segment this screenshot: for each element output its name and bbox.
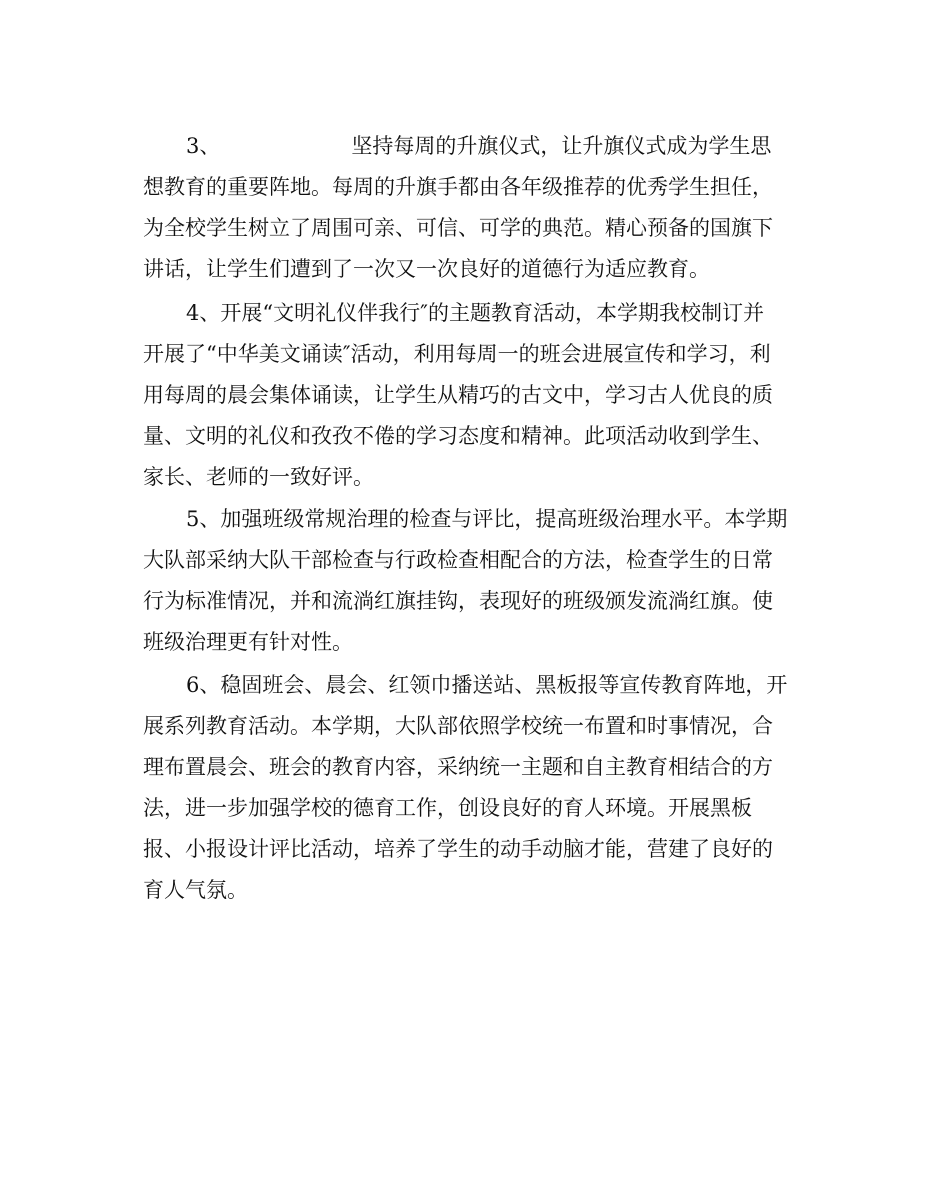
paragraph-line: 量、文明的礼仪和孜孜不倦的学习态度和精神。此项活动收到学生、: [143, 424, 773, 448]
line-text: 坚持每周的升旗仪式，让升旗仪式成为学生思: [351, 134, 772, 158]
paragraph-line: 4、开展“文明礼仪伴我行″的主题教育活动，本学期我校制订并: [186, 301, 764, 325]
paragraph-line: 理布置晨会、班会的教育内容，采纳统一主题和自主教育相结合的方: [143, 755, 773, 779]
paragraph-line: 法，进一步加强学校的德育工作，创设良好的育人环境。开展黑板: [143, 796, 752, 820]
paragraph-line: 育人气氛。: [143, 878, 248, 902]
paragraph-6: [143, 665, 813, 911]
paragraph-4: [143, 293, 813, 498]
paragraph-line: 行为标准情况，并和流淌红旗挂钩，表现好的班级颁发流淌红旗。使: [143, 589, 773, 613]
paragraph-line: 讲话，让学生们遭到了一次又一次良好的道德行为适应教育。: [143, 257, 710, 281]
paragraph-line: 想教育的重要阵地。每周的升旗手都由各年级推荐的优秀学生担任，: [143, 175, 773, 199]
paragraph-line: [143, 126, 813, 167]
paragraph-line: 家长、老师的一致好评。: [143, 465, 374, 489]
item-number: 3、: [186, 134, 221, 158]
paragraph-line: 5、加强班级常规治理的检查与评比，提高班级治理水平。本学期: [186, 507, 788, 531]
paragraph-3: [143, 126, 813, 290]
paragraph-line: 班级治理更有针对性。: [143, 630, 353, 654]
paragraph-line: 为全校学生树立了周围可亲、可信、可学的典范。精心预备的国旗下: [143, 216, 773, 240]
paragraph-line: 开展了“中华美文诵读″活动，利用每周一的班会进展宣传和学习，利: [143, 342, 771, 366]
paragraph-line: 报、小报设计评比活动，培养了学生的动手动脑才能，营建了良好的: [143, 837, 773, 861]
paragraph-line: 用每周的晨会集体诵读，让学生从精巧的古文中，学习古人优良的质: [143, 383, 773, 407]
paragraph-line: 6、稳固班会、晨会、红领巾播送站、黑板报等宣传教育阵地，开: [186, 673, 788, 697]
paragraph-5: [143, 499, 813, 663]
paragraph-line: 大队部采纳大队干部检查与行政检查相配合的方法，检查学生的日常: [143, 548, 773, 572]
paragraph-line: 展系列教育活动。本学期，大队部依照学校统一布置和时事情况，合: [143, 714, 773, 738]
